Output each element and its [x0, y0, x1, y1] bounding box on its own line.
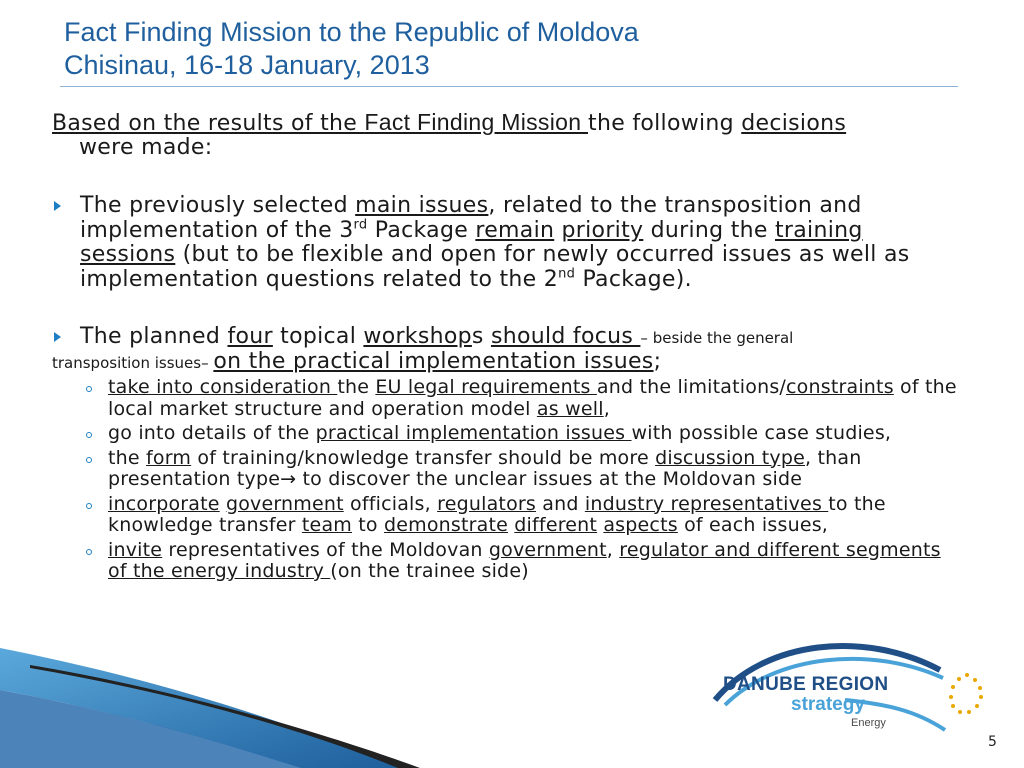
title-line-1: Fact Finding Mission to the Republic of Moldova — [64, 17, 639, 47]
text: regulator — [619, 538, 709, 561]
text: EU legal requirements — [375, 376, 597, 398]
hollow-circle-icon — [86, 457, 92, 463]
text: four — [227, 324, 273, 349]
text: form — [146, 446, 192, 469]
decisions-text: decisions — [741, 111, 847, 136]
sub-item — [52, 494, 962, 537]
hollow-circle-icon — [86, 432, 92, 438]
text: workshop — [363, 324, 472, 349]
text: topical — [272, 324, 364, 349]
sub-item — [52, 423, 962, 445]
text — [554, 218, 561, 243]
hollow-circle-icon — [86, 503, 92, 509]
workshop-sub-list — [52, 377, 962, 583]
text: and the limitations/ — [596, 376, 787, 398]
title-divider — [60, 86, 958, 87]
text: demonstrate — [383, 514, 509, 536]
text: (on the trainee side) — [330, 560, 529, 582]
text: – beside the general — [640, 329, 794, 347]
text: of each issues, — [677, 514, 829, 536]
text: as well — [536, 397, 604, 420]
text: different — [514, 514, 598, 536]
text: with possible case studies, — [631, 422, 892, 444]
text: representatives of the Moldovan — [162, 538, 489, 561]
text: discussion type — [655, 446, 806, 469]
text: s — [471, 324, 491, 349]
intro-text: Based on the results of the — [52, 111, 365, 136]
text: team — [301, 514, 352, 536]
text: constraints — [786, 376, 894, 398]
text: remain — [475, 217, 555, 243]
text: to the knowledge transfer — [108, 492, 886, 536]
sub-item — [52, 377, 962, 420]
text: ; — [653, 349, 662, 374]
sub-item — [52, 540, 962, 583]
text: and different segments of the energy industry — [108, 538, 941, 582]
text: Package — [367, 217, 476, 243]
title-line-2: Chisinau, 16-18 January, 2013 — [64, 50, 430, 80]
superscript: rd — [353, 217, 368, 233]
text: Package). — [575, 266, 692, 292]
text: industry representatives — [584, 492, 829, 515]
text: (but to be flexible and open for newly occurred issues as well as implementation questions related to the 2 — [80, 242, 910, 292]
text: , than presentation type→ to discover the unclear issues at the Moldovan side — [108, 446, 862, 490]
bullet-workshops — [52, 325, 962, 583]
text: of training/knowledge transfer should be more — [191, 446, 656, 469]
text: during the — [643, 217, 775, 243]
logo-title: DANUBE REGION — [723, 674, 889, 695]
intro-text: the following — [588, 111, 742, 136]
intro-paragraph — [52, 110, 962, 160]
slide-body — [52, 110, 962, 586]
logo-tagline: Energy — [851, 717, 886, 729]
slide-title — [64, 16, 639, 82]
text: the — [108, 446, 147, 469]
text: the — [337, 376, 376, 398]
text: transposition issues– — [52, 354, 214, 372]
text: aspects — [603, 514, 678, 536]
hollow-circle-icon — [86, 549, 92, 555]
text: government — [488, 538, 607, 561]
text: training sessions — [80, 217, 863, 267]
text: The previously selected — [80, 193, 356, 218]
text: practical implementation issues — [315, 422, 632, 444]
text: , — [603, 397, 610, 420]
text: and — [536, 492, 585, 515]
text: take into consideration — [108, 376, 338, 398]
danube-region-logo — [705, 630, 995, 740]
text: main issues — [355, 193, 489, 218]
text: officials, — [343, 492, 438, 515]
text: should focus — [490, 324, 641, 349]
logo-subtitle: strategy — [791, 694, 865, 715]
text: government — [225, 492, 344, 515]
triangle-arrow-icon — [54, 201, 61, 211]
text: priority — [561, 217, 644, 243]
bullet-main-issues — [52, 194, 962, 292]
superscript: nd — [558, 266, 576, 282]
text: , — [606, 538, 620, 561]
mission-link-text: Fact Finding Mission — [364, 109, 589, 135]
text: incorporate — [108, 492, 220, 515]
text: to — [352, 514, 384, 536]
text: of the local market structure and operation model — [108, 376, 957, 420]
text: The planned — [80, 324, 228, 349]
triangle-arrow-icon — [54, 332, 61, 342]
page-number: 5 — [988, 734, 997, 750]
text: on the practical implementation issues — [213, 349, 654, 374]
text: go into details of the — [108, 422, 316, 444]
sub-item — [52, 448, 962, 491]
text: invite — [108, 538, 163, 561]
intro-text: were made: — [79, 135, 213, 160]
text: , related to the transposition and implementation of the 3 — [80, 193, 862, 243]
hollow-circle-icon — [86, 386, 92, 392]
text: regulators — [437, 492, 537, 515]
